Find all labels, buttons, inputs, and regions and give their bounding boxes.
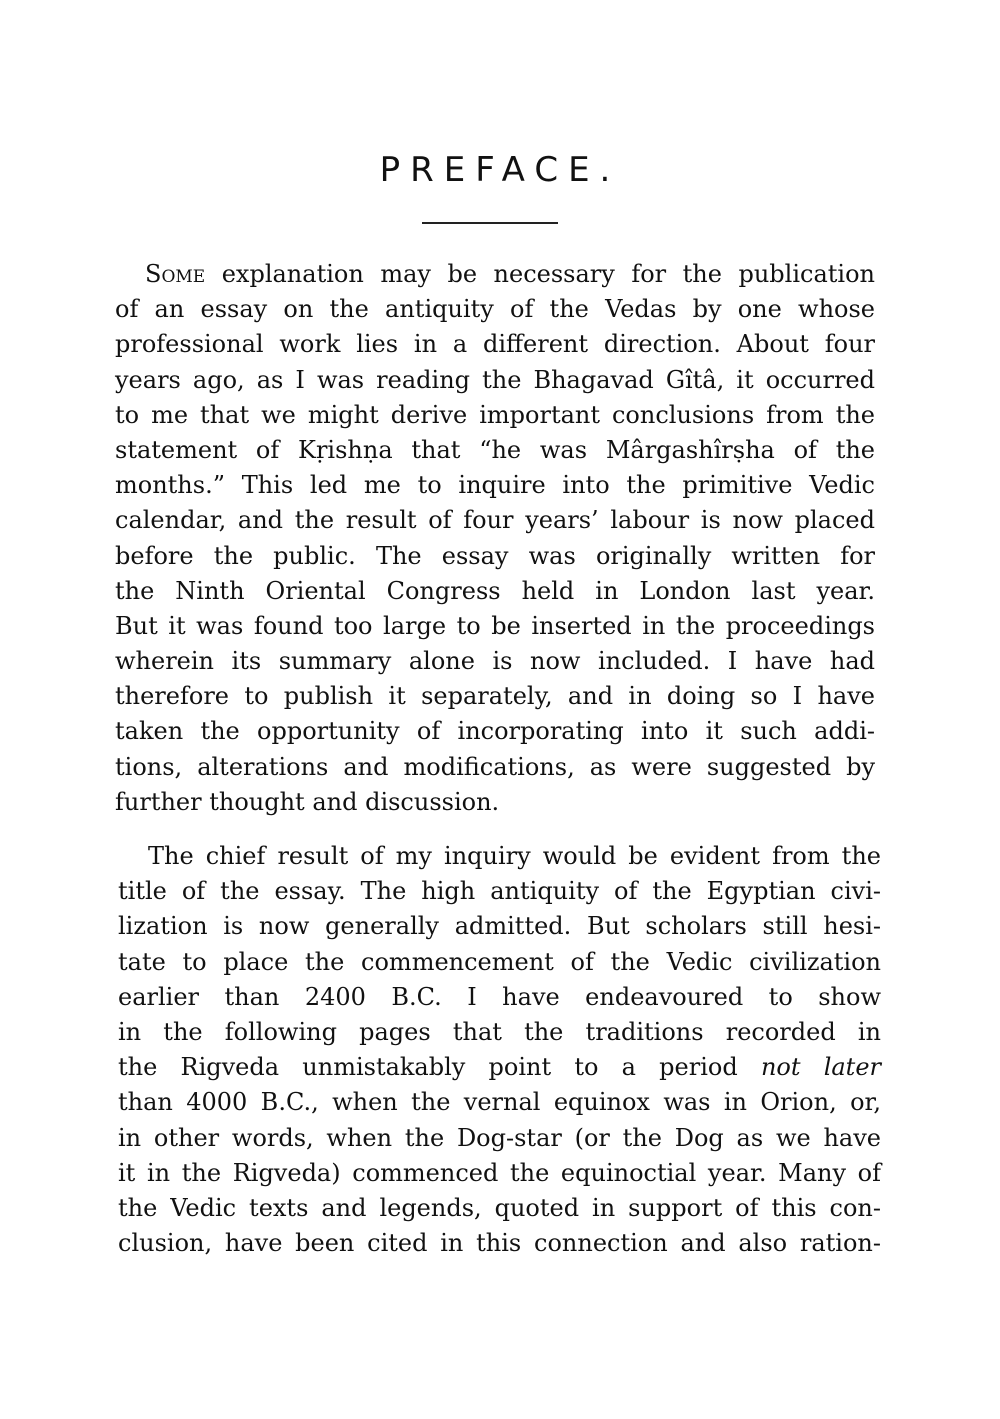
paragraph-line: to me that we might derive important conclusions from the (115, 400, 875, 429)
title-divider (422, 222, 558, 224)
paragraph-line: title of the essay. The high antiquity of the Egyptian civi- (118, 877, 881, 906)
line-text: explanation may be necessary for the publication (205, 260, 875, 288)
paragraph-line: The chief result of my inquiry would be evident from the (148, 842, 881, 870)
paragraph-line: tate to place the commencement of the Vedic civilization (118, 947, 881, 976)
paragraph-2 (118, 839, 881, 1261)
paragraph-line: in the following pages that the traditions recorded in (118, 1017, 881, 1046)
paragraph-line: the Vedic texts and legends, quoted in support of this con- (118, 1193, 881, 1222)
paragraph-line: lization is now generally admitted. But scholars still hesi- (118, 912, 881, 941)
paragraph-line: wherein its summary alone is now included. I have had (115, 647, 875, 676)
paragraph-line: than 4000 B.C., when the vernal equinox was in Orion, or, (118, 1088, 881, 1117)
paragraph-line: taken the opportunity of incorporating into it such addi- (115, 717, 875, 746)
paragraph-line: professional work lies in a different direction. About four (115, 330, 875, 359)
paragraph-line: therefore to publish it separately, and in doing so I have (115, 682, 875, 711)
page-title: PREFACE. (379, 150, 621, 190)
paragraph-line: But it was found too large to be inserted in the proceedings (115, 611, 875, 640)
paragraph-1 (115, 257, 875, 820)
paragraph-line: tions, alterations and modifications, as were suggested by (115, 752, 875, 781)
paragraph-line: months.” This led me to inquire into the primitive Vedic (115, 471, 875, 500)
paragraph-line: earlier than 2400 B.C. I have endeavoured to show (118, 982, 881, 1011)
drop-word: Some (145, 260, 206, 288)
paragraph-line: the Ninth Oriental Congress held in London last year. (115, 576, 875, 605)
italic-emphasis: not later (760, 1053, 882, 1082)
paragraph-line (118, 1050, 881, 1085)
paragraph-line: clusion, have been cited in this connection and also ration- (118, 1229, 881, 1258)
paragraph-line: statement of Kṛishṇa that “he was Mârgashîrṣha of the (115, 435, 875, 464)
paragraph-line: years ago, as I was reading the Bhagavad Gîtâ, it occurred (115, 365, 875, 394)
paragraph-line: before the public. The essay was originally written for (115, 541, 875, 570)
line-text: the Rigveda unmistakably point to a period (118, 1053, 761, 1082)
paragraph-line: it in the Rigveda) commenced the equinoctial year. Many of (118, 1158, 881, 1187)
paragraph-line: in other words, when the Dog-star (or the Dog as we have (118, 1123, 881, 1152)
paragraph-line (115, 257, 875, 292)
paragraph-line: further thought and discussion. (115, 787, 500, 816)
paragraph-line: calendar, and the result of four years’ labour is now placed (115, 506, 875, 535)
paragraph-line: of an essay on the antiquity of the Vedas by one whose (115, 295, 875, 324)
